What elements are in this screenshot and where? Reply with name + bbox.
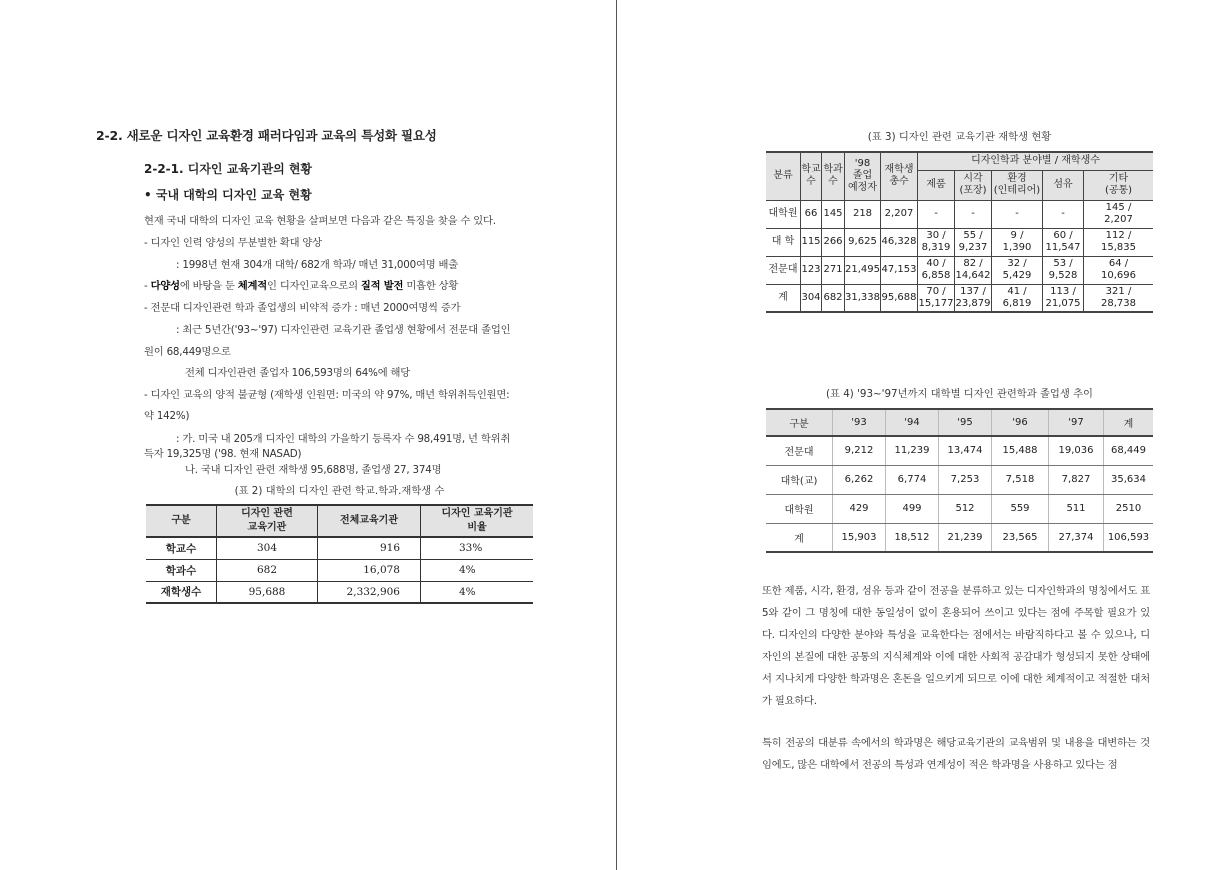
table-header: '96	[992, 409, 1049, 436]
bold-text: 다양성	[150, 280, 180, 292]
table-cell: 113 / 21,075	[1043, 284, 1084, 312]
table-subheader: 기타 (공통)	[1084, 170, 1154, 200]
section-title: 2-2. 새로운 디자인 교육환경 패러다임과 교육의 특성화 필요성	[96, 128, 437, 143]
table-row	[146, 581, 533, 603]
table-cell: 30 / 8,319	[918, 228, 955, 256]
table-cell: 115	[801, 228, 822, 256]
table-cell: 7,253	[939, 465, 992, 494]
text-line: - 전문대 디자인관련 학과 졸업생의 비약적 증가 : 매년 2000여명씩 증가	[144, 302, 461, 314]
table-cell: 35,634	[1104, 465, 1154, 494]
table-row	[146, 537, 533, 559]
table-cell: 대학(교)	[766, 465, 833, 494]
table-header: 구분	[146, 505, 217, 537]
bold-text: 질적 발전	[360, 280, 404, 292]
table-row	[766, 523, 1153, 552]
table-cell: 6,262	[833, 465, 886, 494]
table-cell: 9,212	[833, 436, 886, 465]
table-cell: 47,153	[881, 256, 918, 284]
table-cell: 66	[801, 200, 822, 228]
table-subheader: 환경 (인테리어)	[992, 170, 1043, 200]
table-cell: -	[918, 200, 955, 228]
text-line: 약 142%)	[144, 410, 190, 422]
table-subheader: 섬유	[1043, 170, 1084, 200]
table-cell: 31,338	[845, 284, 881, 312]
table-header: 디자인 교육기관 비율	[421, 505, 534, 537]
table-cell: 304	[217, 537, 318, 559]
body-paragraph: 특히 전공의 대분류 속에서의 학과명은 해당교육기관의 교육범위 및 내용을 대변하는 것임에도, 많은 대학에서 전공의 특성과 연계성이 적은 학과명을 사용하고 있다는 점	[762, 737, 1150, 771]
text-segment: 에 바탕을 둔	[179, 280, 238, 292]
table-cell: 68,449	[1104, 436, 1154, 465]
table-cell: 70 / 15,177	[918, 284, 955, 312]
table2	[146, 504, 533, 604]
table-cell: 123	[801, 256, 822, 284]
text-line: : 최근 5년간('93~'97) 디자인관련 교육기관 졸업생 현황에서 전문대 졸업인	[176, 324, 511, 336]
table-cell: -	[1043, 200, 1084, 228]
table-cell: 271	[822, 256, 845, 284]
table-cell: 6,774	[886, 465, 939, 494]
table-cell: 82 / 14,642	[955, 256, 992, 284]
table-cell: 106,593	[1104, 523, 1154, 552]
table-subheader: 시각 (포장)	[955, 170, 992, 200]
table-header: 분류	[766, 152, 801, 200]
text-line: : 가. 미국 내 205개 디자인 대학의 가을학기 등록자 수 98,491명, 년 학위취	[176, 433, 511, 445]
table-cell: 전문대	[766, 256, 801, 284]
text-line: 득자 19,325명 ('98. 현재 NASAD)	[144, 448, 302, 460]
table-cell: 218	[845, 200, 881, 228]
table-cell: 21,239	[939, 523, 992, 552]
table-cell: 55 / 9,237	[955, 228, 992, 256]
table-header: 재학생 총수	[881, 152, 918, 200]
table3	[766, 151, 1153, 313]
text-segment: -	[144, 280, 151, 292]
table-cell: 512	[939, 494, 992, 523]
table-cell: 40 / 6,858	[918, 256, 955, 284]
text-line-emphasis	[144, 277, 458, 292]
table-cell: 4%	[421, 581, 534, 603]
body-paragraph: 또한 제품, 시각, 환경, 섬유 등과 같이 전공을 분류하고 있는 디자인학과의 명칭에서도 표5와 같이 그 명칭에 대한 동일성이 없이 혼용되어 쓰이고 있다는 점에 주목할 필요가 있다. 디자인의 다양한 분야와 특성을 교육한다는 점에서는 바람직하다고 볼 수 있으나, 디자인의 본질에 대한 공통의 지식체계와 이에 대한 사회적 공감대가 형성되지 못한 상태에서 지나치게 다양한 학과명은 혼돈을 일으키게 되므로 이에 대한 체계적이고 적절한 대처가 필요하다.	[762, 585, 1150, 707]
table-header: '97	[1049, 409, 1104, 436]
table-cell: 46,328	[881, 228, 918, 256]
text-line: - 디자인 교육의 양적 불균형 (재학생 인원면: 미국의 약 97%, 매년 학위취득인원면:	[144, 389, 510, 401]
table4-caption: (표 4) '93~'97년까지 대학별 디자인 관련학과 졸업생 추이	[826, 388, 1093, 400]
bullet-title: • 국내 대학의 디자인 교육 현황	[144, 188, 312, 202]
text-segment: 인 디자인교육으로의	[267, 280, 361, 292]
table-cell: 15,903	[833, 523, 886, 552]
table-cell: 2,207	[881, 200, 918, 228]
page-divider	[616, 0, 617, 870]
table-cell: 60 / 11,547	[1043, 228, 1084, 256]
table-cell: 2,332,906	[318, 581, 421, 603]
table-cell: 266	[822, 228, 845, 256]
table-cell: 53 / 9,528	[1043, 256, 1084, 284]
table-row	[766, 436, 1153, 465]
table-subheader: 제품	[918, 170, 955, 200]
table-header: '98 졸업 예정자	[845, 152, 881, 200]
table-row	[766, 228, 1153, 256]
table-cell: 321 / 28,738	[1084, 284, 1154, 312]
table-row	[766, 200, 1153, 228]
table-cell: 137 / 23,879	[955, 284, 992, 312]
table-cell: 18,512	[886, 523, 939, 552]
table-cell: 23,565	[992, 523, 1049, 552]
table-cell: 429	[833, 494, 886, 523]
table-cell: 64 / 10,696	[1084, 256, 1154, 284]
table-cell: 2510	[1104, 494, 1154, 523]
table-header: 학과 수	[822, 152, 845, 200]
table-row	[766, 465, 1153, 494]
table-header-group: 디자인학과 분야별 / 재학생수	[918, 152, 1154, 170]
table-cell: 16,078	[318, 559, 421, 581]
table-cell: 9,625	[845, 228, 881, 256]
table-header: '93	[833, 409, 886, 436]
text-line: 현재 국내 대학의 디자인 교육 현황을 살펴보면 다음과 같은 특징을 찾을 수 있다.	[144, 215, 496, 227]
table-cell: 재학생수	[146, 581, 217, 603]
text-line: 전체 디자인관련 졸업자 106,593명의 64%에 해당	[185, 367, 411, 379]
table-cell: 27,374	[1049, 523, 1104, 552]
table-header: '95	[939, 409, 992, 436]
table-cell: 15,488	[992, 436, 1049, 465]
table-cell: 13,474	[939, 436, 992, 465]
table-cell: 145 / 2,207	[1084, 200, 1154, 228]
table-cell: 33%	[421, 537, 534, 559]
text-line: : 1998년 현재 304개 대학/ 682개 학과/ 매년 31,000여명 배출	[176, 259, 459, 271]
left-page	[0, 0, 615, 870]
table-row	[146, 559, 533, 581]
table-row	[766, 256, 1153, 284]
table-cell: 대학원	[766, 494, 833, 523]
table-cell: 95,688	[217, 581, 318, 603]
table-cell: 계	[766, 523, 833, 552]
table-cell: 95,688	[881, 284, 918, 312]
table-cell: 11,239	[886, 436, 939, 465]
table-cell: 32 / 5,429	[992, 256, 1043, 284]
table-header: 전체교육기관	[318, 505, 421, 537]
text-segment: 미흡한 상황	[403, 280, 459, 292]
text-line: 원이 68,449명으로	[144, 346, 231, 358]
table-header: 계	[1104, 409, 1154, 436]
table-cell: 4%	[421, 559, 534, 581]
table-cell: 41 / 6,819	[992, 284, 1043, 312]
table-cell: 304	[801, 284, 822, 312]
table2-caption: (표 2) 대학의 디자인 관련 학교.학과.재학생 수	[234, 485, 445, 497]
table-cell: -	[955, 200, 992, 228]
table-cell: 21,495	[845, 256, 881, 284]
table-cell: 전문대	[766, 436, 833, 465]
subsection-title: 2-2-1. 디자인 교육기관의 현황	[144, 162, 313, 176]
table-cell: 7,827	[1049, 465, 1104, 494]
table-cell: -	[992, 200, 1043, 228]
table-cell: 학교수	[146, 537, 217, 559]
text-line: 나. 국내 디자인 관련 재학생 95,688명, 졸업생 27, 374명	[185, 464, 442, 476]
table-cell: 대학원	[766, 200, 801, 228]
table-cell: 계	[766, 284, 801, 312]
text-line: - 디자인 인력 양성의 무분별한 확대 양상	[144, 237, 322, 249]
table-cell: 682	[217, 559, 318, 581]
table-header: 학교 수	[801, 152, 822, 200]
table-cell: 9 / 1,390	[992, 228, 1043, 256]
table-cell: 145	[822, 200, 845, 228]
table-header: 구분	[766, 409, 833, 436]
table-cell: 19,036	[1049, 436, 1104, 465]
table-cell: 682	[822, 284, 845, 312]
table3-caption: (표 3) 디자인 관련 교육기관 재학생 현황	[867, 131, 1052, 143]
table-cell: 499	[886, 494, 939, 523]
table-cell: 916	[318, 537, 421, 559]
table4	[766, 408, 1153, 553]
table-cell: 학과수	[146, 559, 217, 581]
table-header: 디자인 관련 교육기관	[217, 505, 318, 537]
table-cell: 511	[1049, 494, 1104, 523]
table-row	[766, 284, 1153, 312]
table-cell: 7,518	[992, 465, 1049, 494]
table-header: '94	[886, 409, 939, 436]
table-cell: 112 / 15,835	[1084, 228, 1154, 256]
table-cell: 대 학	[766, 228, 801, 256]
table-row	[766, 494, 1153, 523]
table-cell: 559	[992, 494, 1049, 523]
bold-text: 체계적	[237, 280, 268, 292]
